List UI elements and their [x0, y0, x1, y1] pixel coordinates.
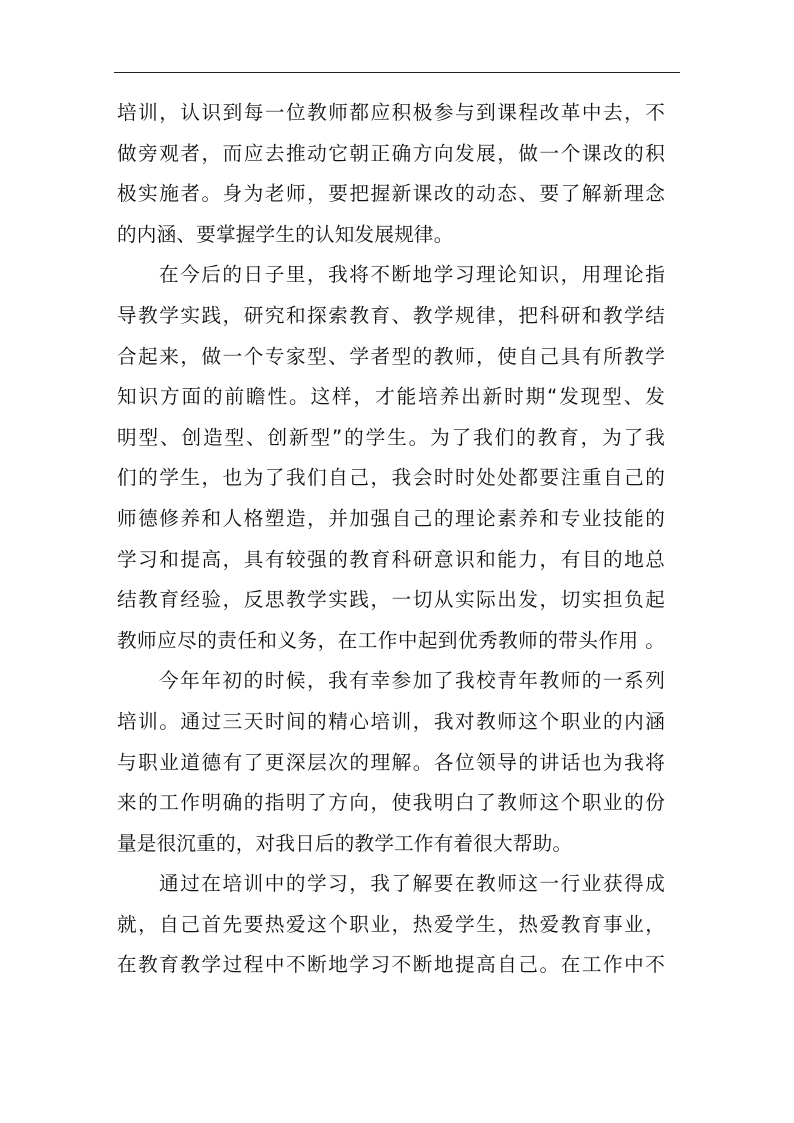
text-line: 在教育教学过程中不断地学习不断地提高自己。在工作中不: [117, 953, 665, 977]
text-line: 学习和提高，具有较强的教育科研意识和能力，有目的地总: [117, 547, 665, 571]
text-line: 培训。通过三天时间的精心培训，我对教师这个职业的内涵: [117, 709, 665, 733]
text-line: 师德修养和人格塑造，并加强自己的理论素养和专业技能的: [117, 506, 665, 530]
text-line: 教师应尽的责任和义务，在工作中起到优秀教师的带头作用 。: [117, 628, 665, 652]
paragraph-start-line: 在今后的日子里，我将不断地学习理论知识，用理论指: [159, 263, 665, 287]
text-line: 极实施者。身为老师，要把握新课改的动态、要了解新理念: [117, 182, 665, 206]
text-line: 就，自己首先要热爱这个职业，热爱学生，热爱教育事业，: [117, 912, 665, 936]
text-line: 培训，认识到每一位教师都应积极参与到课程改革中去，不: [117, 101, 665, 124]
text-line: 们的学生，也为了我们自己，我会时时处处都要注重自己的: [117, 466, 665, 490]
paragraph-start-line: 通过在培训中的学习，我了解要在教师这一行业获得成: [159, 872, 665, 896]
text-line: 来的工作明确的指明了方向，使我明白了教师这个职业的份: [117, 791, 665, 815]
text-line: 合起来，做一个专家型、学者型的教师，使自己具有所教学: [117, 344, 665, 368]
document-body: [117, 93, 665, 986]
text-line: 知识方面的前瞻性。这样，才能培养出新时期“发现型、发: [117, 385, 665, 409]
text-line: 导教学实践，研究和探索教育、教学规律，把科研和教学结: [117, 303, 665, 327]
paragraph-start-line: 今年年初的时候，我有幸参加了我校青年教师的一系列: [159, 669, 665, 693]
header-rule: [114, 72, 680, 73]
text-line: 与职业道德有了更深层次的理解。各位领导的讲话也为我将: [117, 750, 665, 774]
text-line: 结教育经验，反思教学实践，一切从实际出发，切实担负起: [117, 588, 665, 612]
text-line: 量是很沉重的，对我日后的教学工作有着很大帮助。: [117, 831, 573, 855]
text-line: 明型、创造型、创新型”的学生。为了我们的教育，为了我: [117, 425, 665, 449]
text-line: 的内涵、要掌握学生的认知发展规律。: [117, 222, 454, 246]
text-line: 做旁观者，而应去推动它朝正确方向发展，做一个课改的积: [117, 141, 665, 165]
